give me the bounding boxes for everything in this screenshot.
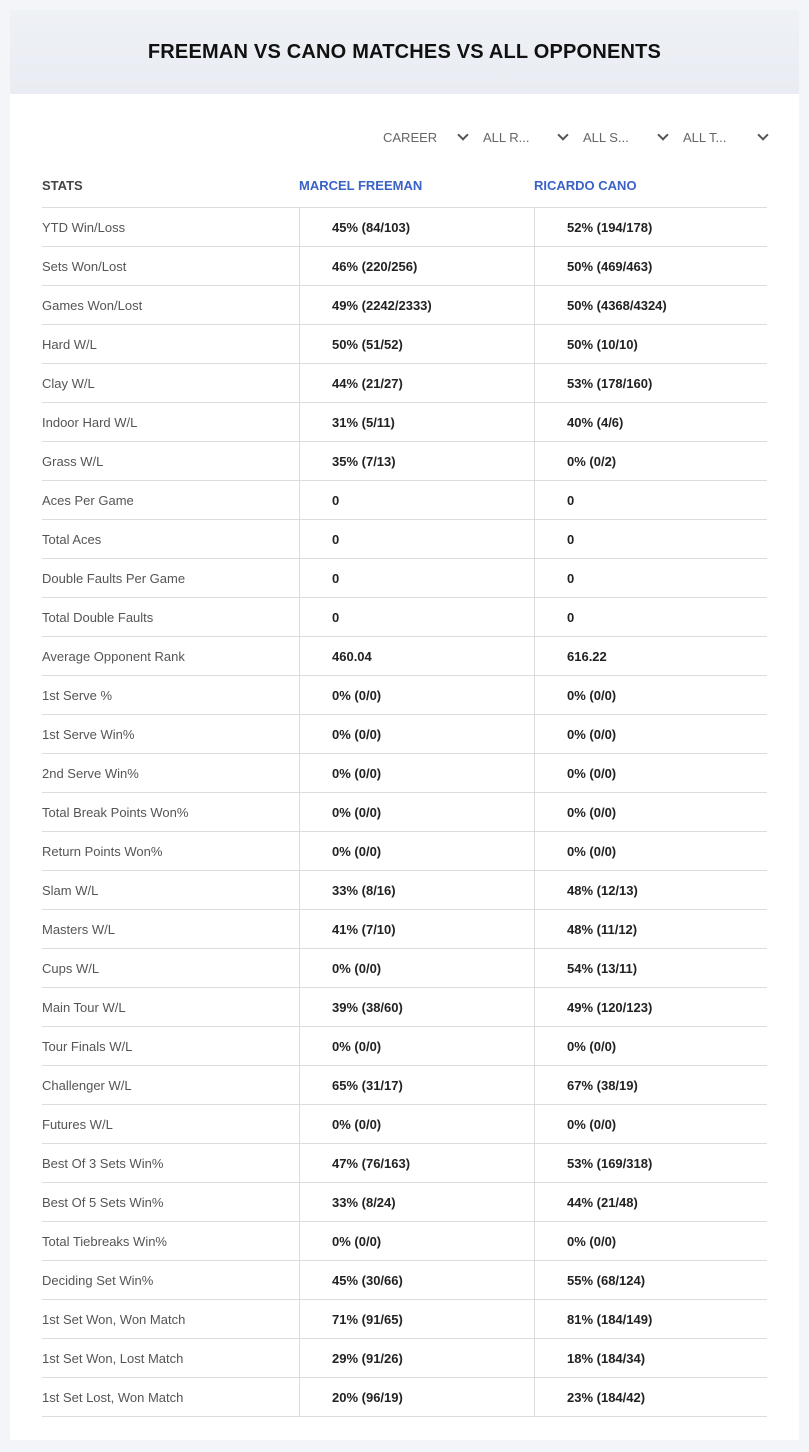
table-row [42,988,767,1027]
player1-value-cell: 0% (0/0) [299,715,534,753]
table-row [42,247,767,286]
stat-name-cell: Average Opponent Rank [42,648,185,664]
player2-value-cell: 0% (0/2) [534,442,767,480]
stat-name-cell: YTD Win/Loss [42,219,126,235]
column-header-stats: STATS [42,178,83,193]
stats-table [42,164,767,1417]
stat-name-cell: Clay W/L [42,375,95,391]
player1-value-cell: 0 [299,598,534,636]
table-row [42,949,767,988]
player1-value-cell: 0% (0/0) [299,1105,534,1143]
table-row [42,832,767,871]
stat-name-cell: Total Tiebreaks Win% [42,1233,167,1249]
player1-value-cell: 0 [299,481,534,519]
player2-value-cell: 48% (12/13) [534,871,767,909]
player2-value-cell: 23% (184/42) [534,1378,767,1416]
table-row [42,559,767,598]
player2-value-cell: 81% (184/149) [534,1300,767,1338]
stat-name-cell: Futures W/L [42,1116,113,1132]
player2-value-cell: 0% (0/0) [534,715,767,753]
player1-value-cell: 33% (8/16) [299,871,534,909]
table-row [42,754,767,793]
player2-value-cell: 49% (120/123) [534,988,767,1026]
player1-value-cell: 35% (7/13) [299,442,534,480]
player1-value-cell: 45% (84/103) [299,208,534,246]
stat-name-cell: 2nd Serve Win% [42,765,139,781]
table-row [42,910,767,949]
player2-value-cell: 0% (0/0) [534,1222,767,1260]
player1-value-cell: 33% (8/24) [299,1183,534,1221]
table-row [42,793,767,832]
table-row [42,364,767,403]
stat-name-cell: Cups W/L [42,960,100,976]
chevron-down-icon [557,129,568,140]
player2-value-cell: 0% (0/0) [534,754,767,792]
player2-value-cell: 18% (184/34) [534,1339,767,1377]
player1-value-cell: 0% (0/0) [299,832,534,870]
player2-value-cell: 52% (194/178) [534,208,767,246]
player2-value-cell: 50% (4368/4324) [534,286,767,324]
table-row [42,1222,767,1261]
player1-value-cell: 44% (21/27) [299,364,534,402]
player1-value-cell: 29% (91/26) [299,1339,534,1377]
table-row [42,715,767,754]
player2-value-cell: 0% (0/0) [534,1105,767,1143]
filter-round-dropdown[interactable] [483,126,569,148]
player2-value-cell: 0 [534,481,767,519]
stat-name-cell: Double Faults Per Game [42,570,186,586]
player1-value-cell: 0% (0/0) [299,793,534,831]
player2-value-cell: 48% (11/12) [534,910,767,948]
table-row [42,481,767,520]
table-body [42,208,767,1417]
player1-value-cell: 0% (0/0) [299,676,534,714]
stat-name-cell: Masters W/L [42,921,115,937]
player2-value-cell: 44% (21/48) [534,1183,767,1221]
player2-value-cell: 53% (169/318) [534,1144,767,1182]
player2-value-cell: 0% (0/0) [534,793,767,831]
table-header [42,164,767,208]
table-row [42,676,767,715]
filter-round-label: ALL R... [483,129,530,145]
table-row [42,1300,767,1339]
table-row [42,403,767,442]
filter-bar [383,126,769,148]
player2-value-cell: 67% (38/19) [534,1066,767,1104]
filter-surface-label: ALL S... [583,129,629,145]
stat-name-cell: Total Aces [42,531,102,547]
stat-name-cell: 1st Set Won, Won Match [42,1311,186,1327]
table-row [42,1105,767,1144]
stat-name-cell: Games Won/Lost [42,297,143,313]
stat-name-cell: 1st Serve % [42,687,113,703]
stat-name-cell: 1st Set Lost, Won Match [42,1389,184,1405]
player1-value-cell: 49% (2242/2333) [299,286,534,324]
table-row [42,1066,767,1105]
player2-value-cell: 616.22 [534,637,767,675]
filter-surface-dropdown[interactable] [583,126,669,148]
filter-tournament-label: ALL T... [683,129,727,145]
stat-name-cell: Deciding Set Win% [42,1272,154,1288]
player1-value-cell: 50% (51/52) [299,325,534,363]
player1-value-cell: 20% (96/19) [299,1378,534,1416]
player1-value-cell: 45% (30/66) [299,1261,534,1299]
table-row [42,1183,767,1222]
card-header [10,10,799,94]
player1-value-cell: 65% (31/17) [299,1066,534,1104]
player1-value-cell: 0% (0/0) [299,949,534,987]
table-row [42,1378,767,1417]
table-row [42,325,767,364]
player2-value-cell: 0% (0/0) [534,676,767,714]
player1-value-cell: 0% (0/0) [299,754,534,792]
stat-name-cell: Total Double Faults [42,609,154,625]
chevron-down-icon [657,129,668,140]
player1-value-cell: 47% (76/163) [299,1144,534,1182]
table-row [42,1027,767,1066]
stat-name-cell: Aces Per Game [42,492,134,508]
player2-value-cell: 55% (68/124) [534,1261,767,1299]
table-row [42,520,767,559]
stat-name-cell: 1st Set Won, Lost Match [42,1350,184,1366]
stat-name-cell: Total Break Points Won% [42,804,189,820]
table-row [42,208,767,247]
column-header-player1-link[interactable]: MARCEL FREEMAN [299,178,423,193]
stat-name-cell: Best Of 3 Sets Win% [42,1155,164,1171]
table-row [42,442,767,481]
player2-value-cell: 54% (13/11) [534,949,767,987]
player2-value-cell: 0 [534,559,767,597]
table-row [42,1261,767,1300]
table-row [42,637,767,676]
filter-period-label: CAREER [383,129,438,145]
player1-value-cell: 41% (7/10) [299,910,534,948]
filter-period-dropdown[interactable] [383,126,469,148]
stat-name-cell: Grass W/L [42,453,104,469]
stat-name-cell: 1st Serve Win% [42,726,135,742]
stat-name-cell: Sets Won/Lost [42,258,127,274]
table-row [42,598,767,637]
player2-value-cell: 0 [534,598,767,636]
stat-name-cell: Main Tour W/L [42,999,126,1015]
stat-name-cell: Tour Finals W/L [42,1038,133,1054]
table-row [42,1339,767,1378]
player1-value-cell: 46% (220/256) [299,247,534,285]
player1-value-cell: 0% (0/0) [299,1222,534,1260]
player1-value-cell: 0 [299,559,534,597]
table-row [42,871,767,910]
chevron-down-icon [757,129,768,140]
player1-value-cell: 0 [299,520,534,558]
table-row [42,1144,767,1183]
stat-name-cell: Slam W/L [42,882,99,898]
page-title: FREEMAN VS CANO MATCHES VS ALL OPPONENTS [147,40,662,63]
filter-tournament-dropdown[interactable] [683,126,769,148]
player2-value-cell: 0 [534,520,767,558]
player1-value-cell: 460.04 [299,637,534,675]
player2-value-cell: 0% (0/0) [534,832,767,870]
stat-name-cell: Challenger W/L [42,1077,132,1093]
column-header-player2-link[interactable]: RICARDO CANO [534,178,637,193]
table-row [42,286,767,325]
player1-value-cell: 0% (0/0) [299,1027,534,1065]
player1-value-cell: 71% (91/65) [299,1300,534,1338]
player2-value-cell: 53% (178/160) [534,364,767,402]
player2-value-cell: 50% (10/10) [534,325,767,363]
chevron-down-icon [457,129,468,140]
stats-card [10,10,799,1440]
player1-value-cell: 39% (38/60) [299,988,534,1026]
stat-name-cell: Hard W/L [42,336,97,352]
stat-name-cell: Return Points Won% [42,843,163,859]
stat-name-cell: Indoor Hard W/L [42,414,138,430]
player2-value-cell: 50% (469/463) [534,247,767,285]
player2-value-cell: 0% (0/0) [534,1027,767,1065]
player2-value-cell: 40% (4/6) [534,403,767,441]
stat-name-cell: Best Of 5 Sets Win% [42,1194,164,1210]
player1-value-cell: 31% (5/11) [299,403,534,441]
